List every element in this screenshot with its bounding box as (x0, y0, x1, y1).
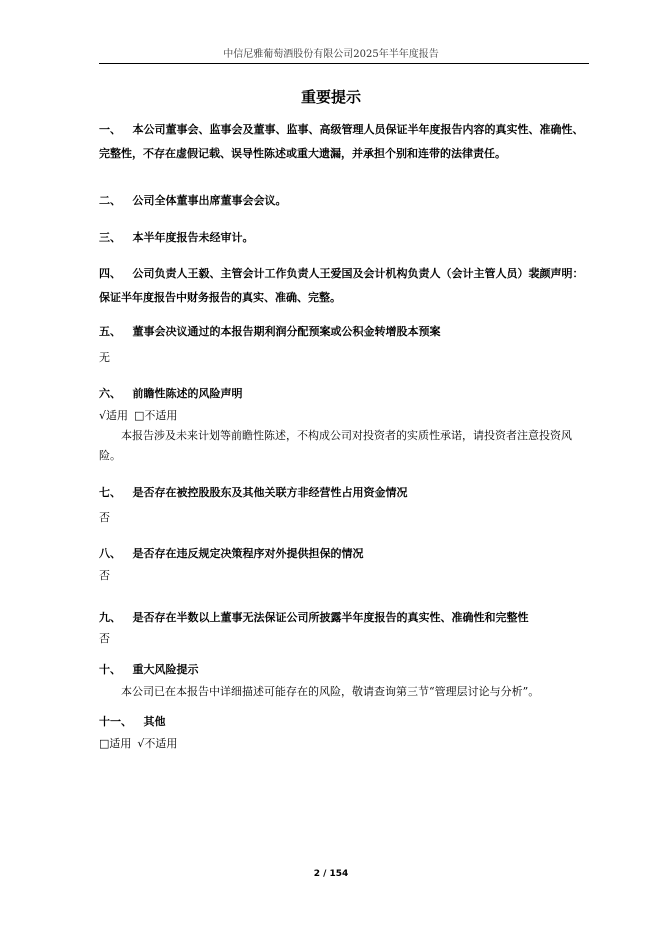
item-10-body: 本公司已在本报告中详细描述可能存在的风险，敬请查询第三节“管理层讨论与分析”。 (121, 685, 540, 698)
item-7-answer: 否 (99, 511, 110, 524)
item-number: 十一、 (99, 715, 132, 728)
item-8-answer: 否 (99, 569, 110, 582)
checkbox-applicable: □适用 (99, 737, 132, 750)
item-5-answer: 无 (99, 351, 110, 364)
item-number: 五、 (99, 325, 121, 338)
checkbox-applicable-checked: √适用 (99, 409, 129, 422)
item-number: 四、 (99, 267, 121, 280)
page-number: 2 / 154 (313, 869, 349, 879)
item-text: 董事会决议通过的本报告期利润分配预案或公积金转增股本预案 (132, 325, 441, 338)
item-text: 是否存在半数以上董事无法保证公司所披露半年度报告的真实性、准确性和完整性 (132, 611, 529, 624)
item-text: 是否存在违反规定决策程序对外提供担保的情况 (132, 547, 364, 560)
running-header: 中信尼雅葡萄酒股份有限公司2025年半年度报告 (223, 49, 439, 60)
notice-item-9 (99, 606, 591, 630)
notice-item-4 (99, 262, 591, 310)
notice-item-2 (99, 189, 591, 213)
item-6-applicability (99, 406, 183, 426)
item-text: 重大风险提示 (132, 663, 199, 676)
notice-item-5 (99, 320, 591, 344)
header-divider (99, 63, 589, 64)
item-number: 十、 (99, 663, 121, 676)
notice-item-11 (99, 710, 591, 734)
notice-item-1 (99, 118, 591, 166)
item-text: 公司全体董事出席董事会会议。 (132, 194, 287, 207)
notice-item-3 (99, 226, 591, 250)
item-text: 公司负责人王毅、主管会计工作负责人王爱国及会计机构负责人（会计主管人员）裴颜声明：保证半年度报告中财务报告的真实、准确、完整。 (99, 267, 584, 304)
notice-item-7 (99, 481, 591, 505)
page-title: 重要提示 (300, 88, 361, 106)
item-text: 前瞻性陈述的风险声明 (132, 387, 243, 400)
item-11-applicability (99, 734, 183, 754)
item-number: 一、 (99, 123, 121, 136)
item-number: 三、 (99, 231, 121, 244)
item-number: 八、 (99, 547, 121, 560)
item-number: 九、 (99, 611, 121, 624)
item-text: 其他 (143, 715, 166, 728)
notice-item-6 (99, 382, 591, 406)
item-text: 本公司董事会、监事会及董事、监事、高级管理人员保证半年度报告内容的真实性、准确性、完整性，不存在虚假记载、误导性陈述或重大遗漏，并承担个别和连带的法律责任。 (99, 123, 584, 160)
item-number: 六、 (99, 387, 121, 400)
checkbox-not-applicable-checked: √不适用 (137, 737, 178, 750)
item-number: 二、 (99, 194, 121, 207)
item-text: 是否存在被控股股东及其他关联方非经营性占用资金情况 (132, 486, 408, 499)
item-text: 本半年度报告未经审计。 (132, 231, 254, 244)
item-number: 七、 (99, 486, 121, 499)
notice-item-8 (99, 542, 591, 566)
notice-item-10 (99, 658, 591, 682)
checkbox-not-applicable: □不适用 (134, 409, 178, 422)
item-9-answer: 否 (99, 632, 110, 645)
item-6-body: 本报告涉及未来计划等前瞻性陈述，不构成公司对投资者的实质性承诺，请投资者注意投资风险。 (99, 429, 572, 462)
